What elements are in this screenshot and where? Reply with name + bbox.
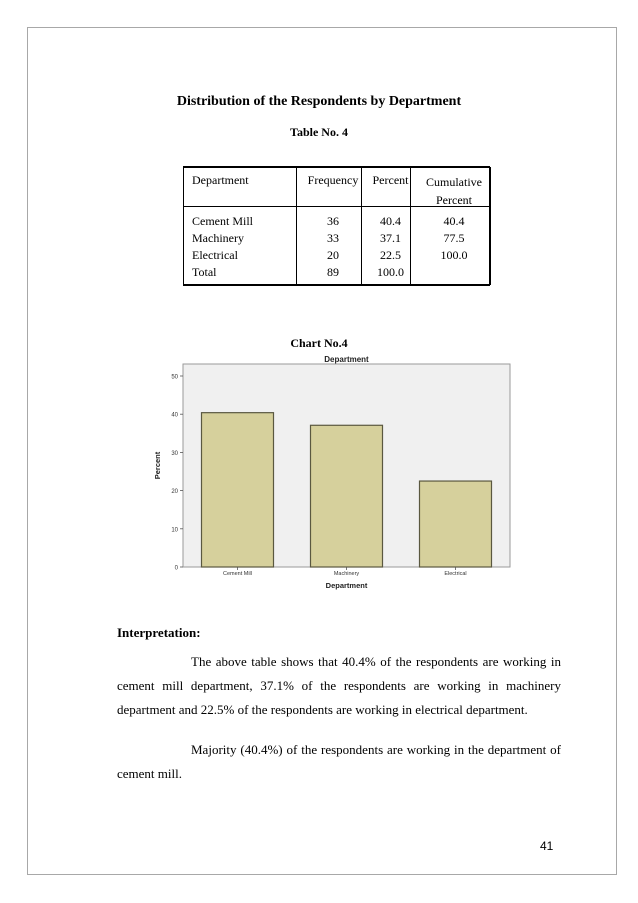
- table-cell: 100.0: [377, 265, 404, 279]
- table-cell: 100.0: [440, 248, 468, 262]
- table-cell: 36: [327, 214, 339, 228]
- table-caption: Table No. 4: [290, 125, 348, 139]
- bar-machinery: [311, 425, 383, 567]
- y-tick-label: 40: [171, 412, 178, 419]
- bar-electrical: [420, 481, 492, 567]
- y-tick-label: 30: [171, 450, 178, 457]
- table-cell: Total: [192, 265, 217, 279]
- x-tick-label: Electrical: [444, 571, 467, 577]
- interpretation-heading: Interpretation:: [117, 625, 201, 640]
- y-tick-label: 50: [171, 374, 178, 381]
- table-row: [183, 248, 493, 265]
- department-bar-chart: [150, 355, 520, 595]
- table-cell: 33: [327, 231, 339, 245]
- table-header-row: [183, 167, 493, 210]
- table-row: [183, 231, 493, 248]
- table-cell: [415, 265, 493, 282]
- header-department: Department: [192, 173, 249, 187]
- page-number: 41: [540, 839, 554, 853]
- table-cell: 40.4: [443, 214, 465, 228]
- header-cumulative-percent: Cumulative Percent: [426, 175, 482, 207]
- y-axis-label: Percent: [153, 451, 162, 480]
- table-cell: Cement Mill: [192, 214, 253, 228]
- header-frequency: Frequency: [307, 173, 359, 187]
- table-cell: Electrical: [192, 248, 238, 262]
- y-tick-label: 0: [174, 565, 178, 572]
- table-cell: 37.1: [380, 231, 401, 245]
- interpretation-paragraph-1: The above table shows that 40.4% of the respondents are working in cement mill department, 37.1% of the respondents are working in machinery department and 22.5% of the respondents are working in electrical department.: [117, 654, 561, 717]
- document-title: Distribution of the Respondents by Department: [176, 94, 462, 109]
- table-cell: Machinery: [192, 231, 244, 245]
- table-cell: 40.4: [380, 214, 401, 228]
- table-cell: 20: [327, 248, 339, 262]
- department-table: [183, 167, 493, 282]
- y-tick-label: 10: [171, 527, 178, 534]
- chart-caption: Chart No.4: [290, 336, 348, 350]
- header-percent: Percent: [372, 173, 409, 187]
- x-tick-label: Machinery: [333, 571, 360, 577]
- table-cell: 77.5: [443, 231, 465, 245]
- chart-title: Department: [324, 355, 369, 364]
- chart-svg: [150, 355, 520, 595]
- table-row: [183, 210, 493, 231]
- y-tick-label: 20: [171, 489, 178, 496]
- table-cell: 89: [327, 265, 339, 279]
- x-tick-label: Cement Mill: [222, 571, 253, 577]
- interpretation-paragraph-2: Majority (40.4%) of the respondents are working in the department of cement mill.: [117, 742, 561, 781]
- x-axis-label: Department: [325, 581, 368, 590]
- table-cell: 22.5: [380, 248, 401, 262]
- table-row: [183, 265, 493, 282]
- bar-cement-mill: [202, 413, 274, 567]
